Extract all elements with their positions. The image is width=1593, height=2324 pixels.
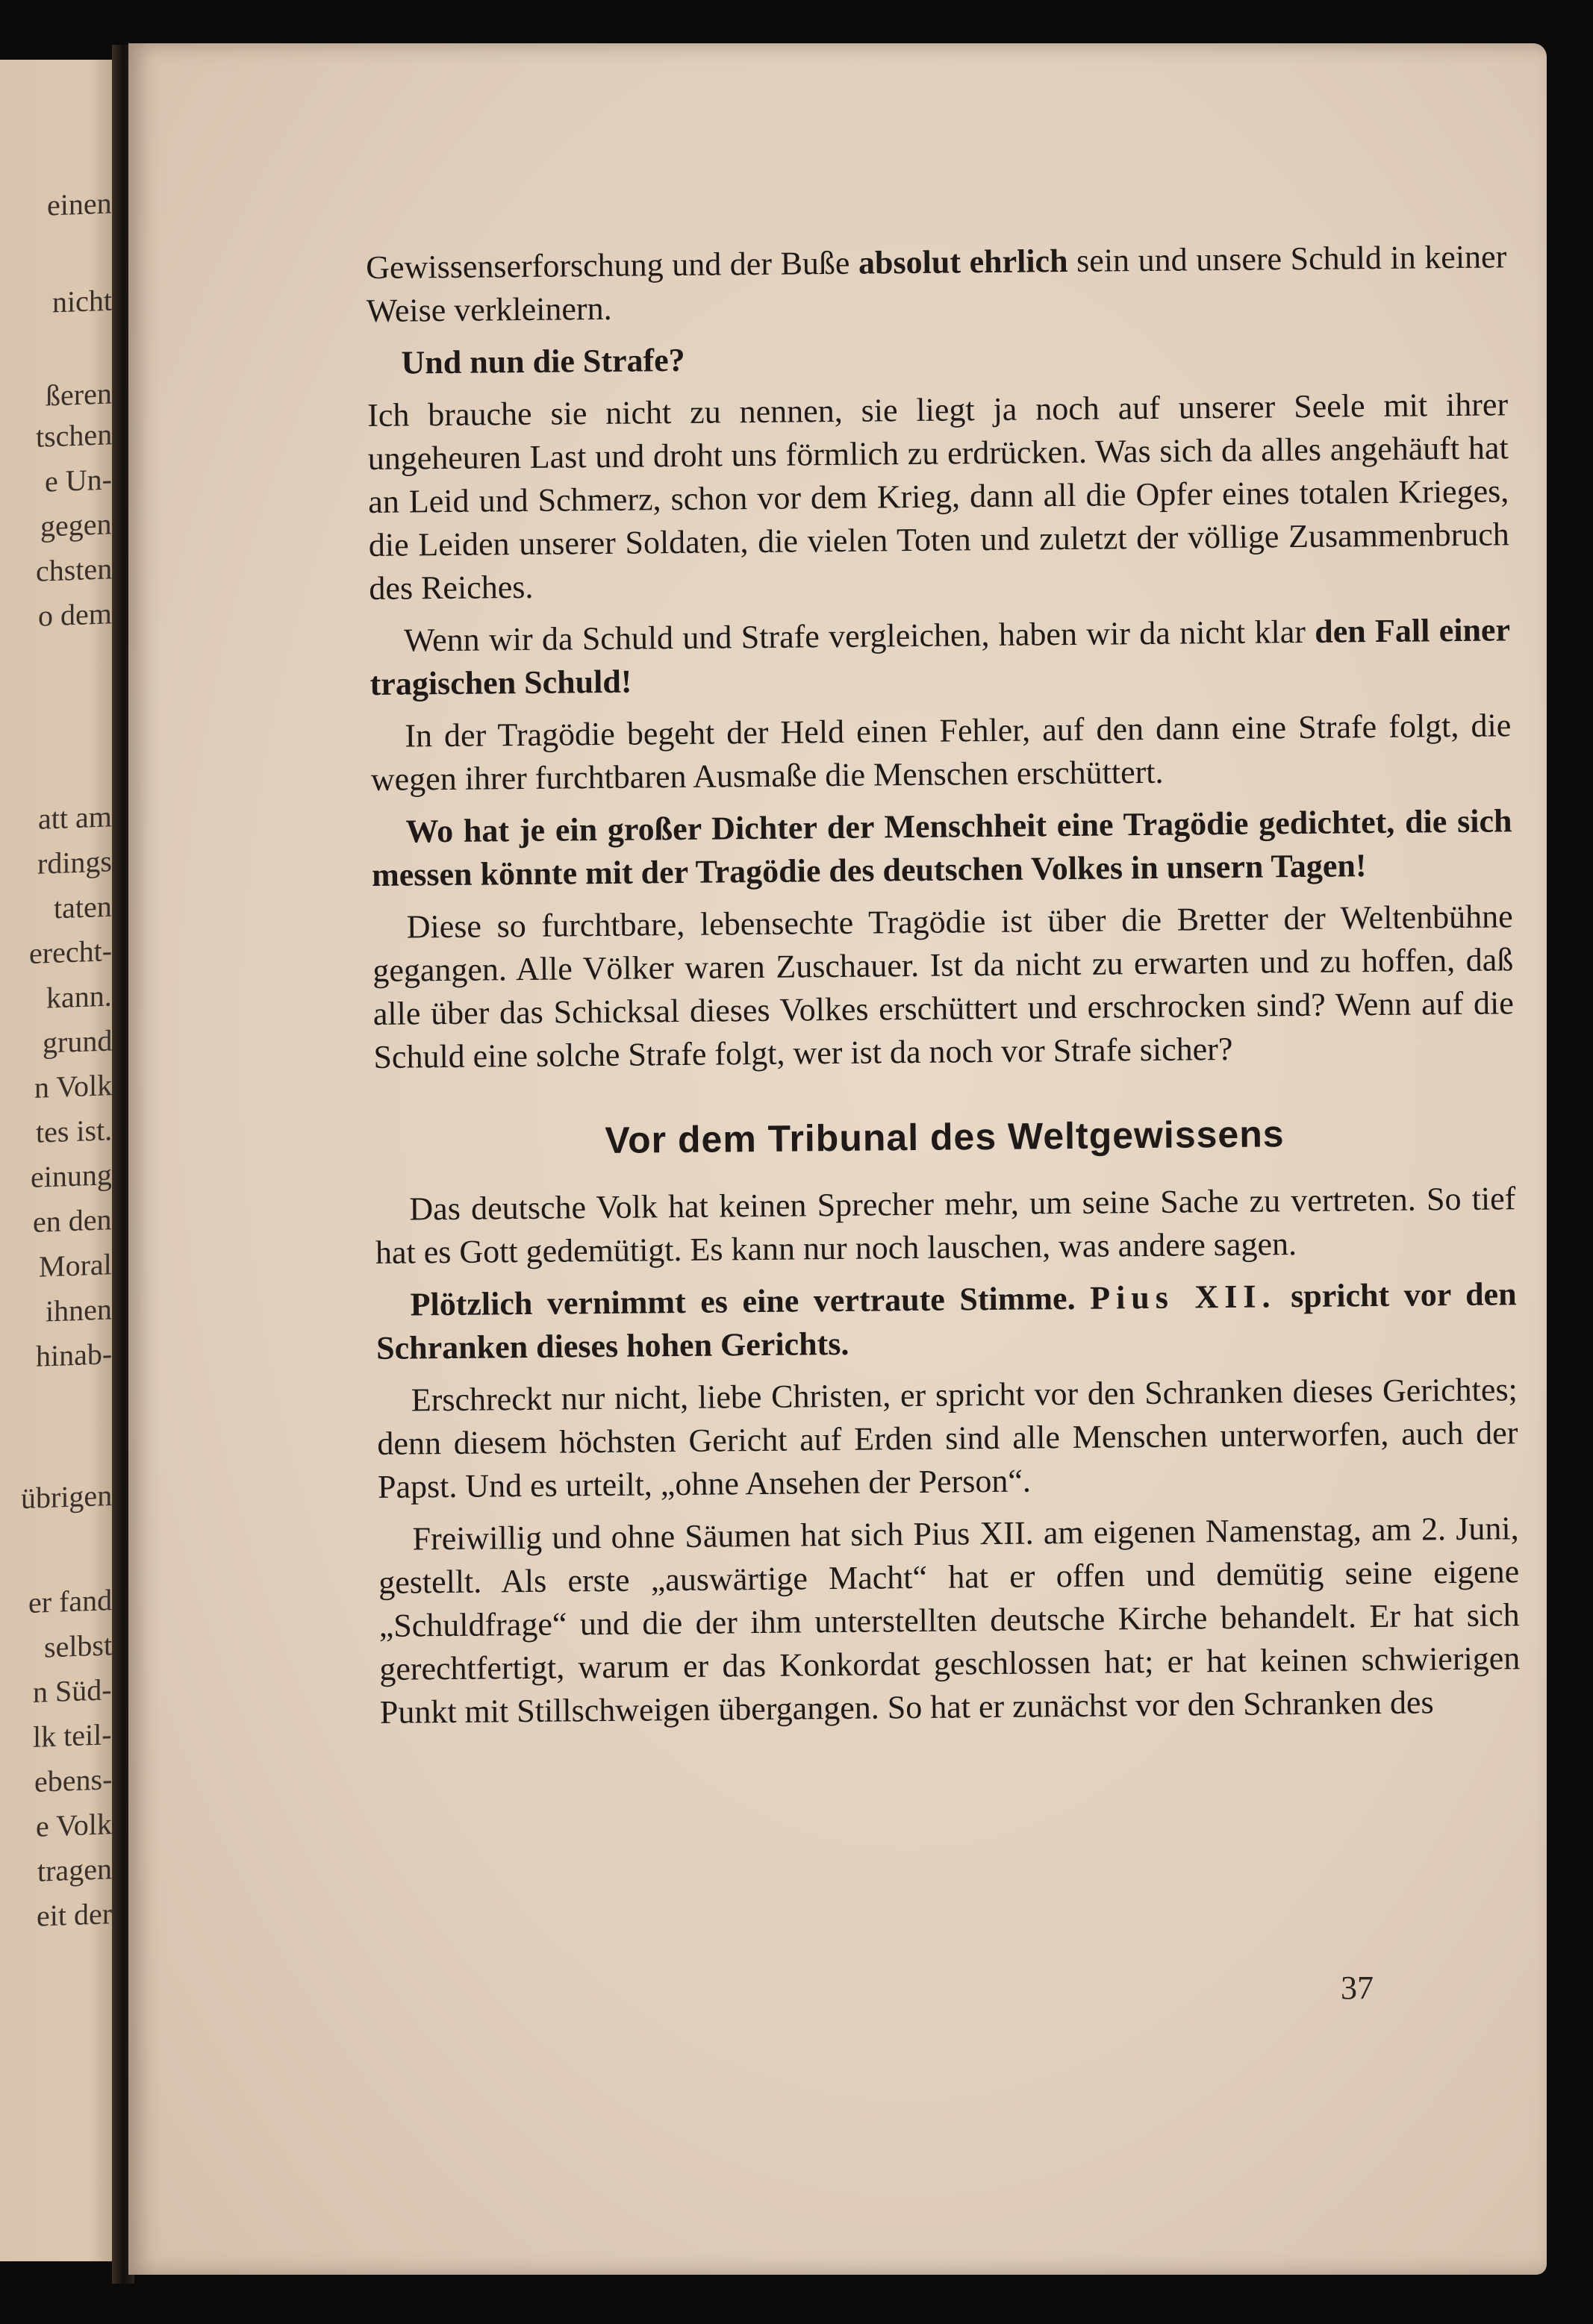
facing-page-line: tschen bbox=[35, 417, 112, 454]
text-run: sein und unsere Schuld in keiner Weise verkleinern. bbox=[366, 238, 1507, 329]
paragraph-10: Erschreckt nur nicht, liebe Christen, er spricht vor den Schranken dieses Gerichtes; denn diesem höchsten Gericht auf Erden sind alle Menschen unterworfen, auch der Papst. Und es urteilt, „ohne Ansehen der Person“. bbox=[377, 1371, 1518, 1505]
facing-page-line: gegen bbox=[40, 507, 112, 543]
facing-page-line: hinab- bbox=[35, 1337, 112, 1373]
paragraph-3: Ich brauche sie nicht zu nennen, sie liegt ja noch auf unserer Seele mit ihrer ungeheuren Last und droht uns förmlich zu erdrücken. Was sich da alles angehäuft hat an Leid und Schmerz, schon vor dem Krieg, dann all die Opfer eines totalen Krieges, die Leiden unserer Soldaten, die vielen Toten und zuletzt der völlige Zusammenbruch des Reiches. bbox=[367, 386, 1510, 607]
page-number: 37 bbox=[1341, 1970, 1374, 2006]
facing-page-line: eit der bbox=[36, 1896, 112, 1933]
facing-page-line: chsten bbox=[35, 552, 112, 588]
facing-page-line: ßeren bbox=[46, 376, 112, 413]
facing-page-line: grund bbox=[42, 1023, 112, 1060]
facing-page-line: übrigen bbox=[20, 1478, 112, 1516]
facing-page-line: en den bbox=[33, 1202, 112, 1239]
facing-page-line: Moral bbox=[39, 1247, 112, 1284]
facing-page-line: rdings bbox=[37, 844, 112, 881]
bold-run: absolut ehrlich bbox=[858, 242, 1068, 281]
facing-page-line: kann. bbox=[46, 978, 112, 1015]
paragraph-11: Freiwillig und ohne Säumen hat sich Pius XII. am eigenen Namenstag, am 2. Juni, gestellt. Als erste „auswärtige Macht“ hat er offen und demütig seine eigene „Schuldfrage“ und die der ihm unterstellten deutsche Kirche behandelt. Er hat sich gerechtfertigt, warum er das Konkordat geschlossen hat; er hat keinen schwierigen Punkt mit Stillschweigen übergangen. So hat er zunächst vor den Schranken des bbox=[378, 1510, 1521, 1731]
paragraph-6: Wo hat je ein großer Dichter der Menschheit eine Tragödie gedichtet, die sich messen könnte mit der Tragödie des deutschen Volkes in unsern Tagen! bbox=[371, 802, 1512, 893]
facing-page-line: att am bbox=[38, 799, 112, 836]
text-run: Gewissenserforschung und der Buße bbox=[366, 244, 859, 286]
book-page bbox=[128, 43, 1547, 2275]
paragraph-8: Das deutsche Volk hat keinen Sprecher mehr, um seine Sache zu vertreten. So tief hat es Gott gedemütigt. Es kann nur noch lauschen, was andere sagen. bbox=[375, 1180, 1516, 1271]
facing-page-line: o dem bbox=[38, 596, 112, 633]
facing-page-line: n Volk bbox=[34, 1068, 112, 1105]
facing-page bbox=[0, 60, 125, 2261]
facing-page-line: tes ist. bbox=[35, 1113, 112, 1149]
section-heading: Vor dem Tribunal des Weltgewissens bbox=[605, 1113, 1285, 1161]
paragraph-9 bbox=[375, 1272, 1517, 1370]
text-run: Wenn wir da Schuld und Strafe vergleichen, haben wir da nicht klar bbox=[403, 613, 1315, 659]
bold-run: den Fall einer tragischen Schuld! bbox=[370, 611, 1511, 702]
facing-page-line: e Volk bbox=[36, 1807, 112, 1843]
facing-page-line: tragen bbox=[37, 1852, 112, 1888]
facing-page-line: er fand bbox=[28, 1583, 112, 1619]
facing-page-line: n Süd- bbox=[33, 1672, 112, 1709]
facing-page-line: nicht bbox=[52, 283, 112, 319]
facing-page-line: e Un- bbox=[45, 462, 112, 499]
facing-page-line: einung bbox=[31, 1158, 112, 1194]
facing-page-line: ebens- bbox=[34, 1762, 112, 1799]
paragraph-5: In der Tragödie begeht der Held einen Fehler, auf den dann eine Strafe folgt, die wegen ihrer furchtbaren Ausmaße die Menschen erschüttert. bbox=[370, 707, 1512, 798]
bold-run: Plötzlich vernimmt es eine vertraute Stimme. bbox=[410, 1279, 1091, 1323]
facing-page-line: einen bbox=[47, 186, 112, 222]
paragraph-4 bbox=[370, 608, 1511, 706]
facing-page-line: taten bbox=[54, 889, 112, 925]
paragraph-7: Diese so furchtbare, lebensechte Tragödie ist über die Bretter der Weltenbühne gegangen. Alle Völker waren Zuschauer. Ist da nicht zu erwarten und zu hoffen, daß alle über das Schicksal dieses Volkes erschüttert und erschrocken sind? Wenn auf die Schuld eine solche Strafe folgt, wer ist da noch vor Strafe sicher? bbox=[372, 898, 1515, 1075]
spaced-name: Pius XII. bbox=[1089, 1278, 1276, 1316]
paragraph-1 bbox=[366, 235, 1507, 333]
facing-page-line: erecht- bbox=[28, 934, 112, 970]
facing-page-line: lk teil- bbox=[33, 1717, 112, 1754]
bold-run: spricht vor den Schranken dieses hohen Gerichts. bbox=[375, 1275, 1517, 1366]
facing-page-line: selbst bbox=[43, 1628, 112, 1664]
facing-page-line: ihnen bbox=[46, 1292, 112, 1328]
paragraph-2: Und nun die Strafe? bbox=[401, 341, 685, 381]
page-text bbox=[366, 235, 1521, 1743]
